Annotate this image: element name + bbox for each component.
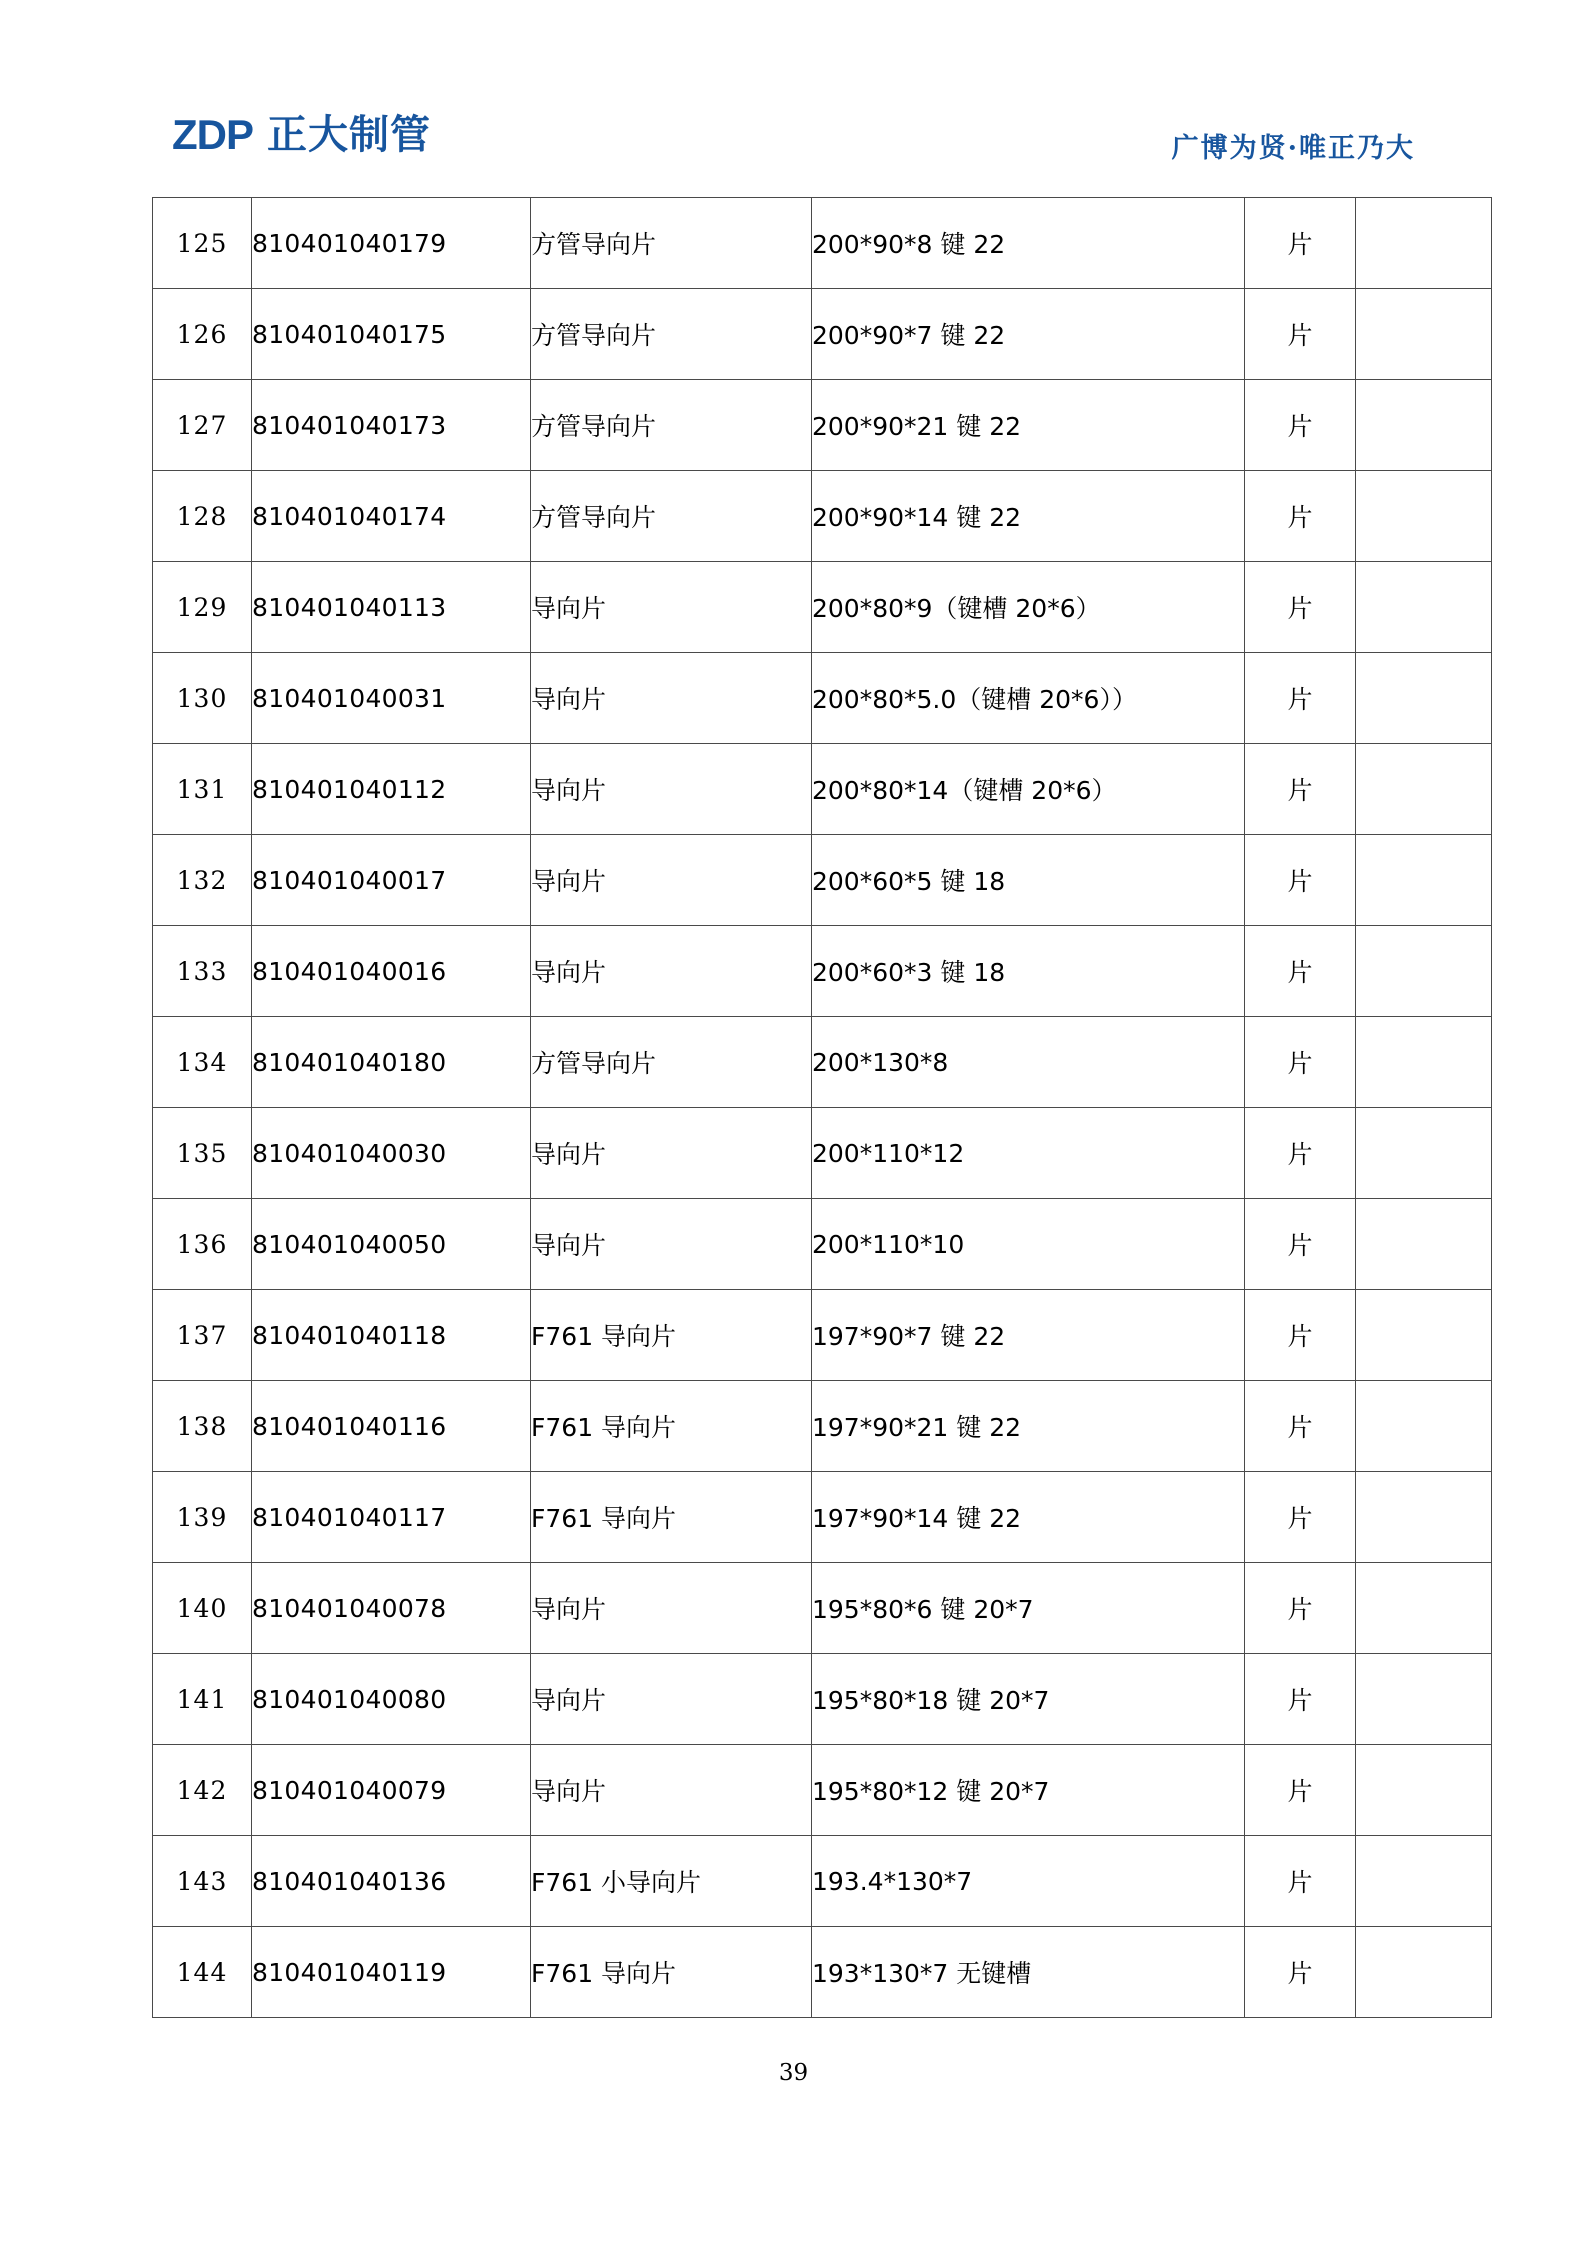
cell-name: 导向片	[531, 562, 812, 653]
cell-name: F761 导向片	[531, 1927, 812, 2018]
cell-index: 133	[153, 926, 252, 1017]
cell-spec: 197*90*21 键 22	[812, 1381, 1245, 1472]
cell-index: 142	[153, 1745, 252, 1836]
cell-name: 导向片	[531, 1745, 812, 1836]
cell-index: 144	[153, 1927, 252, 2018]
cell-blank	[1356, 835, 1492, 926]
cell-code: 810401040179	[252, 198, 531, 289]
cell-blank	[1356, 1381, 1492, 1472]
table-row	[153, 926, 1492, 1017]
cell-index: 125	[153, 198, 252, 289]
parts-table-container	[152, 197, 1435, 2018]
cell-unit: 片	[1245, 380, 1356, 471]
logo-company-name: 正大制管	[267, 112, 431, 158]
logo-letters: ZDP	[172, 111, 253, 158]
cell-unit: 片	[1245, 1290, 1356, 1381]
table-row	[153, 289, 1492, 380]
cell-spec: 200*80*9（键槽 20*6）	[812, 562, 1245, 653]
table-row	[153, 471, 1492, 562]
table-row	[153, 1745, 1492, 1836]
cell-spec: 200*110*10	[812, 1199, 1245, 1290]
cell-spec: 200*90*8 键 22	[812, 198, 1245, 289]
table-row	[153, 1290, 1492, 1381]
cell-unit: 片	[1245, 562, 1356, 653]
cell-code: 810401040116	[252, 1381, 531, 1472]
cell-index: 129	[153, 562, 252, 653]
cell-blank	[1356, 1836, 1492, 1927]
cell-blank	[1356, 289, 1492, 380]
table-row	[153, 1472, 1492, 1563]
cell-code: 810401040173	[252, 380, 531, 471]
cell-spec: 197*90*14 键 22	[812, 1472, 1245, 1563]
table-row	[153, 1199, 1492, 1290]
table-row	[153, 653, 1492, 744]
cell-index: 131	[153, 744, 252, 835]
cell-name: 导向片	[531, 1654, 812, 1745]
table-row	[153, 1017, 1492, 1108]
cell-spec: 193.4*130*7	[812, 1836, 1245, 1927]
cell-spec: 200*80*14（键槽 20*6）	[812, 744, 1245, 835]
cell-code: 810401040031	[252, 653, 531, 744]
cell-spec: 200*130*8	[812, 1017, 1245, 1108]
cell-blank	[1356, 1108, 1492, 1199]
cell-spec: 195*80*6 键 20*7	[812, 1563, 1245, 1654]
cell-index: 139	[153, 1472, 252, 1563]
cell-unit: 片	[1245, 926, 1356, 1017]
cell-unit: 片	[1245, 1927, 1356, 2018]
cell-index: 136	[153, 1199, 252, 1290]
cell-code: 810401040050	[252, 1199, 531, 1290]
table-row	[153, 1927, 1492, 2018]
cell-unit: 片	[1245, 471, 1356, 562]
cell-name: 方管导向片	[531, 380, 812, 471]
cell-name: 导向片	[531, 835, 812, 926]
cell-code: 810401040079	[252, 1745, 531, 1836]
cell-unit: 片	[1245, 198, 1356, 289]
cell-code: 810401040180	[252, 1017, 531, 1108]
cell-blank	[1356, 1199, 1492, 1290]
cell-blank	[1356, 1745, 1492, 1836]
cell-blank	[1356, 653, 1492, 744]
cell-spec: 200*90*7 键 22	[812, 289, 1245, 380]
cell-spec: 195*80*18 键 20*7	[812, 1654, 1245, 1745]
cell-name: 导向片	[531, 1108, 812, 1199]
cell-index: 126	[153, 289, 252, 380]
parts-table	[152, 197, 1492, 2018]
page-number: 39	[778, 2060, 809, 2086]
cell-unit: 片	[1245, 1745, 1356, 1836]
cell-unit: 片	[1245, 1381, 1356, 1472]
cell-unit: 片	[1245, 1199, 1356, 1290]
cell-index: 134	[153, 1017, 252, 1108]
cell-blank	[1356, 926, 1492, 1017]
cell-index: 137	[153, 1290, 252, 1381]
cell-unit: 片	[1245, 744, 1356, 835]
table-row	[153, 198, 1492, 289]
table-row	[153, 562, 1492, 653]
table-row	[153, 744, 1492, 835]
cell-index: 140	[153, 1563, 252, 1654]
cell-spec: 200*60*5 键 18	[812, 835, 1245, 926]
cell-blank	[1356, 471, 1492, 562]
cell-name: F761 导向片	[531, 1472, 812, 1563]
table-row	[153, 1381, 1492, 1472]
cell-code: 810401040078	[252, 1563, 531, 1654]
cell-code: 810401040016	[252, 926, 531, 1017]
cell-code: 810401040174	[252, 471, 531, 562]
cell-blank	[1356, 744, 1492, 835]
cell-code: 810401040112	[252, 744, 531, 835]
cell-unit: 片	[1245, 289, 1356, 380]
parts-table-body	[153, 198, 1492, 2018]
cell-code: 810401040175	[252, 289, 531, 380]
cell-name: 导向片	[531, 926, 812, 1017]
cell-unit: 片	[1245, 653, 1356, 744]
cell-index: 135	[153, 1108, 252, 1199]
cell-blank	[1356, 1472, 1492, 1563]
table-row	[153, 380, 1492, 471]
cell-index: 132	[153, 835, 252, 926]
cell-index: 141	[153, 1654, 252, 1745]
cell-unit: 片	[1245, 1836, 1356, 1927]
cell-blank	[1356, 1017, 1492, 1108]
cell-unit: 片	[1245, 1472, 1356, 1563]
cell-spec: 200*90*14 键 22	[812, 471, 1245, 562]
company-logo	[172, 112, 431, 158]
cell-unit: 片	[1245, 1017, 1356, 1108]
cell-spec: 200*110*12	[812, 1108, 1245, 1199]
cell-name: 导向片	[531, 1199, 812, 1290]
cell-spec: 197*90*7 键 22	[812, 1290, 1245, 1381]
cell-code: 810401040080	[252, 1654, 531, 1745]
company-slogan: 广博为贤·唯正乃大	[1171, 133, 1415, 164]
cell-name: F761 导向片	[531, 1290, 812, 1381]
cell-index: 128	[153, 471, 252, 562]
cell-spec: 195*80*12 键 20*7	[812, 1745, 1245, 1836]
cell-blank	[1356, 380, 1492, 471]
cell-index: 143	[153, 1836, 252, 1927]
cell-index: 130	[153, 653, 252, 744]
cell-blank	[1356, 1654, 1492, 1745]
cell-code: 810401040118	[252, 1290, 531, 1381]
cell-spec: 200*60*3 键 18	[812, 926, 1245, 1017]
cell-name: 方管导向片	[531, 198, 812, 289]
cell-spec: 193*130*7 无键槽	[812, 1927, 1245, 2018]
cell-blank	[1356, 198, 1492, 289]
cell-unit: 片	[1245, 1563, 1356, 1654]
page-header	[0, 112, 1587, 182]
cell-blank	[1356, 1927, 1492, 2018]
table-row	[153, 1108, 1492, 1199]
zdp-logo-icon	[172, 112, 253, 158]
cell-name: 导向片	[531, 653, 812, 744]
cell-code: 810401040117	[252, 1472, 531, 1563]
cell-name: 导向片	[531, 1563, 812, 1654]
cell-code: 810401040030	[252, 1108, 531, 1199]
cell-name: F761 小导向片	[531, 1836, 812, 1927]
cell-index: 138	[153, 1381, 252, 1472]
cell-name: 方管导向片	[531, 1017, 812, 1108]
table-row	[153, 835, 1492, 926]
cell-code: 810401040017	[252, 835, 531, 926]
cell-code: 810401040136	[252, 1836, 531, 1927]
cell-blank	[1356, 562, 1492, 653]
table-row	[153, 1654, 1492, 1745]
cell-blank	[1356, 1563, 1492, 1654]
cell-spec: 200*90*21 键 22	[812, 380, 1245, 471]
cell-spec: 200*80*5.0（键槽 20*6））	[812, 653, 1245, 744]
table-row	[153, 1563, 1492, 1654]
cell-code: 810401040119	[252, 1927, 531, 2018]
cell-unit: 片	[1245, 1108, 1356, 1199]
cell-name: 方管导向片	[531, 471, 812, 562]
cell-unit: 片	[1245, 1654, 1356, 1745]
cell-code: 810401040113	[252, 562, 531, 653]
cell-blank	[1356, 1290, 1492, 1381]
cell-name: 方管导向片	[531, 289, 812, 380]
cell-name: 导向片	[531, 744, 812, 835]
cell-index: 127	[153, 380, 252, 471]
cell-unit: 片	[1245, 835, 1356, 926]
table-row	[153, 1836, 1492, 1927]
cell-name: F761 导向片	[531, 1381, 812, 1472]
